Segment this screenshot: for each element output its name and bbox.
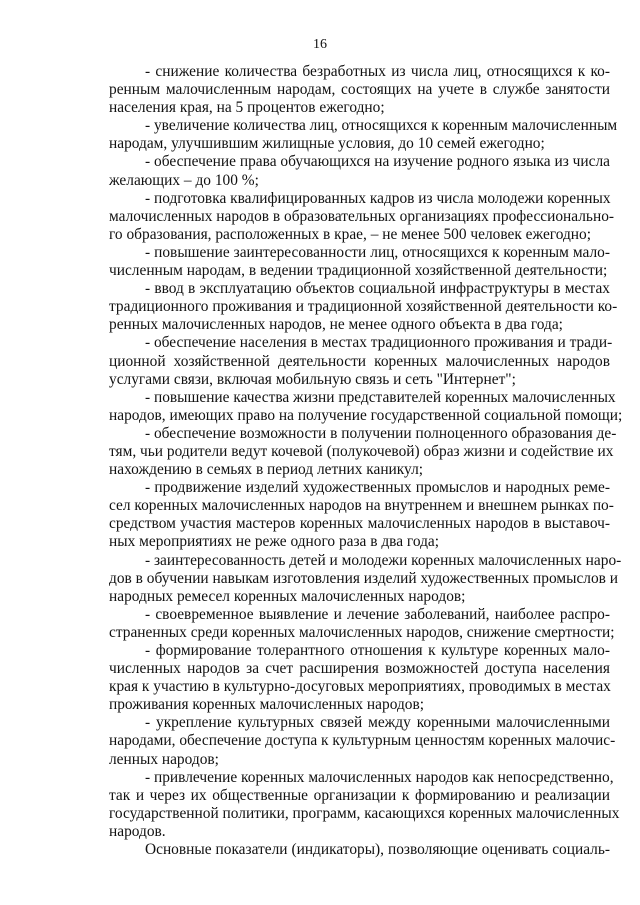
paragraph bbox=[109, 117, 618, 153]
text-line: ных мероприятиях не реже одного раза в два года; bbox=[109, 533, 440, 551]
text-line: - заинтересованность детей и молодежи коренных малочисленных наро- bbox=[145, 551, 622, 569]
paragraph bbox=[109, 280, 618, 334]
paragraph bbox=[109, 479, 614, 551]
paragraph bbox=[109, 424, 617, 479]
paragraph bbox=[109, 551, 622, 606]
paragraph bbox=[109, 189, 615, 244]
text-line: - продвижение изделий художественных промыслов и народных реме- bbox=[145, 479, 610, 497]
paragraph bbox=[109, 334, 613, 388]
text-line: - привлечение коренных малочисленных народов как непосредственно, bbox=[145, 768, 614, 786]
text-line: народов. bbox=[109, 822, 166, 840]
text-line: края к участию в культурно-досуговых мероприятиях, проводимых в местах bbox=[109, 678, 611, 696]
paragraph bbox=[109, 63, 610, 117]
text-line: проживания коренных малочисленных народов; bbox=[109, 696, 425, 714]
text-line: народных ремесел коренных малочисленных народов; bbox=[109, 587, 466, 605]
text-line: - повышение качества жизни представителей коренных малочисленных bbox=[145, 388, 616, 406]
text-line: численным народам, в ведении традиционной хозяйственной деятельности; bbox=[109, 262, 608, 280]
body-text bbox=[109, 63, 623, 859]
text-line: средством участия мастеров коренных малочисленных народов в выставоч- bbox=[109, 515, 610, 533]
text-line: - укрепление культурных связей между коренными малочисленными bbox=[145, 714, 610, 732]
text-line: услугами связи, включая мобильную связь и сеть "Интернет"; bbox=[109, 370, 516, 388]
text-line: - увеличение количества лиц, относящихся к коренным малочисленным bbox=[145, 117, 618, 135]
text-line: ренным малочисленным народам, состоящих на учете в службе занятости bbox=[109, 81, 610, 99]
text-line: населения края, на 5 процентов ежегодно; bbox=[109, 99, 385, 117]
paragraph bbox=[109, 153, 610, 189]
text-line: народов, имеющих право на получение государственной социальной помощи; bbox=[109, 406, 623, 424]
text-line: ленных народов; bbox=[109, 750, 219, 768]
text-line: дов в обучении навыкам изготовления изделий художественных промыслов и bbox=[109, 569, 619, 587]
text-line: народами, обеспечение доступа к культурным ценностям коренных малочис- bbox=[109, 732, 616, 750]
text-line: - ввод в эксплуатацию объектов социальной инфраструктуры в местах bbox=[145, 280, 610, 298]
text-line: государственной политики, программ, касающихся коренных малочисленных bbox=[109, 804, 620, 822]
text-line: - снижение количества безработных из числа лиц, относящихся к ко- bbox=[145, 63, 610, 80]
text-line: - подготовка квалифицированных кадров из числа молодежи коренных bbox=[145, 189, 611, 207]
text-line: так и через их общественные организации к формированию и реализации bbox=[109, 786, 610, 804]
text-line: ренных малочисленных народов, не менее одного объекта в два года; bbox=[109, 316, 563, 334]
paragraph bbox=[109, 642, 610, 714]
text-line: - повышение заинтересованности лиц, относящихся к коренным мало- bbox=[145, 243, 610, 261]
paragraph bbox=[109, 841, 610, 859]
text-line: Основные показатели (индикаторы), позволяющие оценивать социаль- bbox=[145, 841, 610, 859]
text-line: малочисленных народов в образовательных организациях профессионально- bbox=[109, 207, 615, 225]
text-line: желающих – до 100 %; bbox=[109, 171, 259, 189]
paragraph bbox=[109, 768, 620, 841]
text-line: народам, улучшившим жилищные условия, до 10 семей ежегодно; bbox=[109, 135, 545, 153]
text-line: - обеспечение населения в местах традиционного проживания и тради- bbox=[145, 334, 613, 352]
text-line: страненных среди коренных малочисленных народов, снижение смертности; bbox=[109, 623, 615, 641]
paragraph bbox=[109, 605, 615, 642]
paragraph bbox=[109, 244, 610, 280]
text-line: традиционного проживания и традиционной хозяйственной деятельности ко- bbox=[109, 298, 618, 316]
text-line: го образования, расположенных в крае, – не менее 500 человек ежегодно; bbox=[109, 225, 591, 243]
text-line: - обеспечение возможности в получении полноценного образования де- bbox=[145, 424, 617, 442]
text-line: ционной хозяйственной деятельности коренных малочисленных народов bbox=[109, 352, 610, 370]
paragraph bbox=[109, 388, 623, 425]
text-line: нахождению в семьях в период летних каникул; bbox=[109, 461, 424, 479]
text-line: численных народов за счет расширения возможностей доступа населения bbox=[109, 660, 610, 678]
text-line: - обеспечение права обучающихся на изучение родного языка из числа bbox=[145, 153, 610, 171]
paragraph bbox=[109, 714, 616, 768]
text-line: - своевременное выявление и лечение заболеваний, наиболее распро- bbox=[145, 605, 610, 623]
page-number: 16 bbox=[313, 37, 327, 52]
text-line: - формирование толерантного отношения к культуре коренных мало- bbox=[145, 642, 610, 659]
text-line: тям, чьи родители ведут кочевой (полукочевой) образ жизни и содействие их bbox=[109, 442, 614, 460]
text-line: сел коренных малочисленных народов на внутреннем и внешнем рынках по- bbox=[109, 497, 614, 515]
